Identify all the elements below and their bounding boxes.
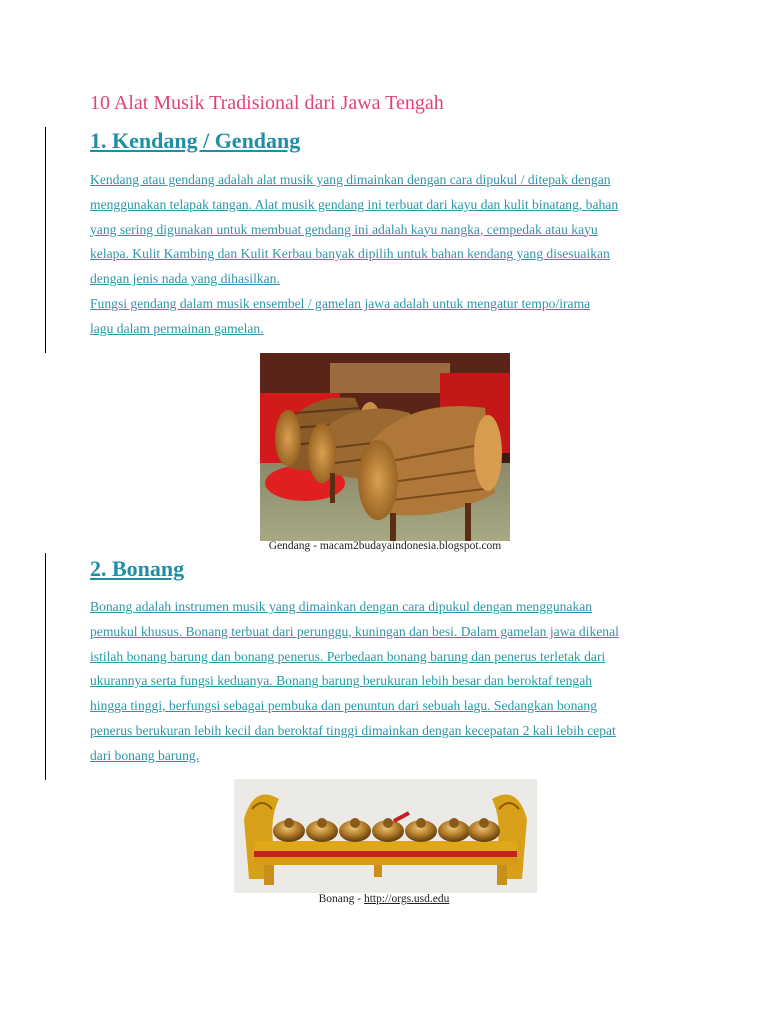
caption-prefix: Bonang -	[318, 893, 364, 905]
kendang-paragraph[interactable]	[90, 168, 690, 342]
paragraph-line[interactable]: Kendang atau gendang adalah alat musik yang dimainkan dengan cara dipukul / ditepak dengan	[90, 172, 611, 187]
paragraph-line[interactable]: lagu dalam permainan gamelan.	[90, 320, 264, 336]
bonang-caption	[234, 893, 534, 905]
paragraph-line[interactable]: Fungsi gendang dalam musik ensembel / gamelan jawa adalah untuk mengatur tempo/irama	[90, 295, 591, 311]
section-margin-bar	[45, 553, 46, 780]
paragraph-line[interactable]: dengan jenis nada yang dihasilkan.	[90, 271, 280, 287]
document-title: 10 Alat Musik Tradisional dari Jawa Tengah	[90, 92, 444, 114]
paragraph-line[interactable]: pemukul khusus. Bonang terbuat dari perunggu, kuningan dan besi. Dalam gamelan jawa dikenal	[90, 623, 619, 639]
section-heading-bonang[interactable]: 2. Bonang	[90, 556, 185, 581]
paragraph-line[interactable]: istilah bonang barung dan bonang penerus. Perbedaan bonang barung dan penerus terletak dari	[90, 648, 606, 664]
kendang-caption: Gendang - macam2budayaindonesia.blogspot.com	[268, 540, 502, 552]
paragraph-line[interactable]: penerus berukuran lebih kecil dan beroktaf tinggi dimainkan dengan kecepatan 2 kali lebih cepat	[90, 722, 616, 738]
paragraph-line[interactable]: menggunakan telapak tangan. Alat musik gendang ini terbuat dari kayu dan kulit binatang, bahan	[90, 196, 619, 212]
section-margin-bar	[45, 127, 46, 353]
bonang-paragraph[interactable]	[90, 595, 690, 769]
paragraph-line[interactable]: Bonang adalah instrumen musik yang dimainkan dengan cara dipukul dengan menggunakan	[90, 599, 593, 614]
kendang-photo	[260, 353, 510, 541]
caption-source-link[interactable]: http://orgs.usd.edu	[363, 893, 450, 905]
bonang-photo	[234, 779, 537, 893]
paragraph-line[interactable]: kelapa. Kulit Kambing dan Kulit Kerbau banyak dipilih untuk bahan kendang yang disesuaikan	[90, 246, 610, 262]
paragraph-line[interactable]: ukurannya serta fungsi keduanya. Bonang barung berukuran lebih besar dan beroktaf tengah	[90, 673, 593, 689]
paragraph-line[interactable]: yang sering digunakan untuk membuat gendang ini adalah kayu nangka, cempedak atau kayu	[90, 221, 598, 237]
paragraph-line[interactable]: dari bonang barung.	[90, 747, 200, 763]
section-heading-kendang[interactable]: 1. Kendang / Gendang	[90, 128, 301, 153]
paragraph-line[interactable]: hingga tinggi, berfungsi sebagai pembuka dan penuntun dari sebuah lagu. Sedangkan bonang	[90, 698, 597, 714]
